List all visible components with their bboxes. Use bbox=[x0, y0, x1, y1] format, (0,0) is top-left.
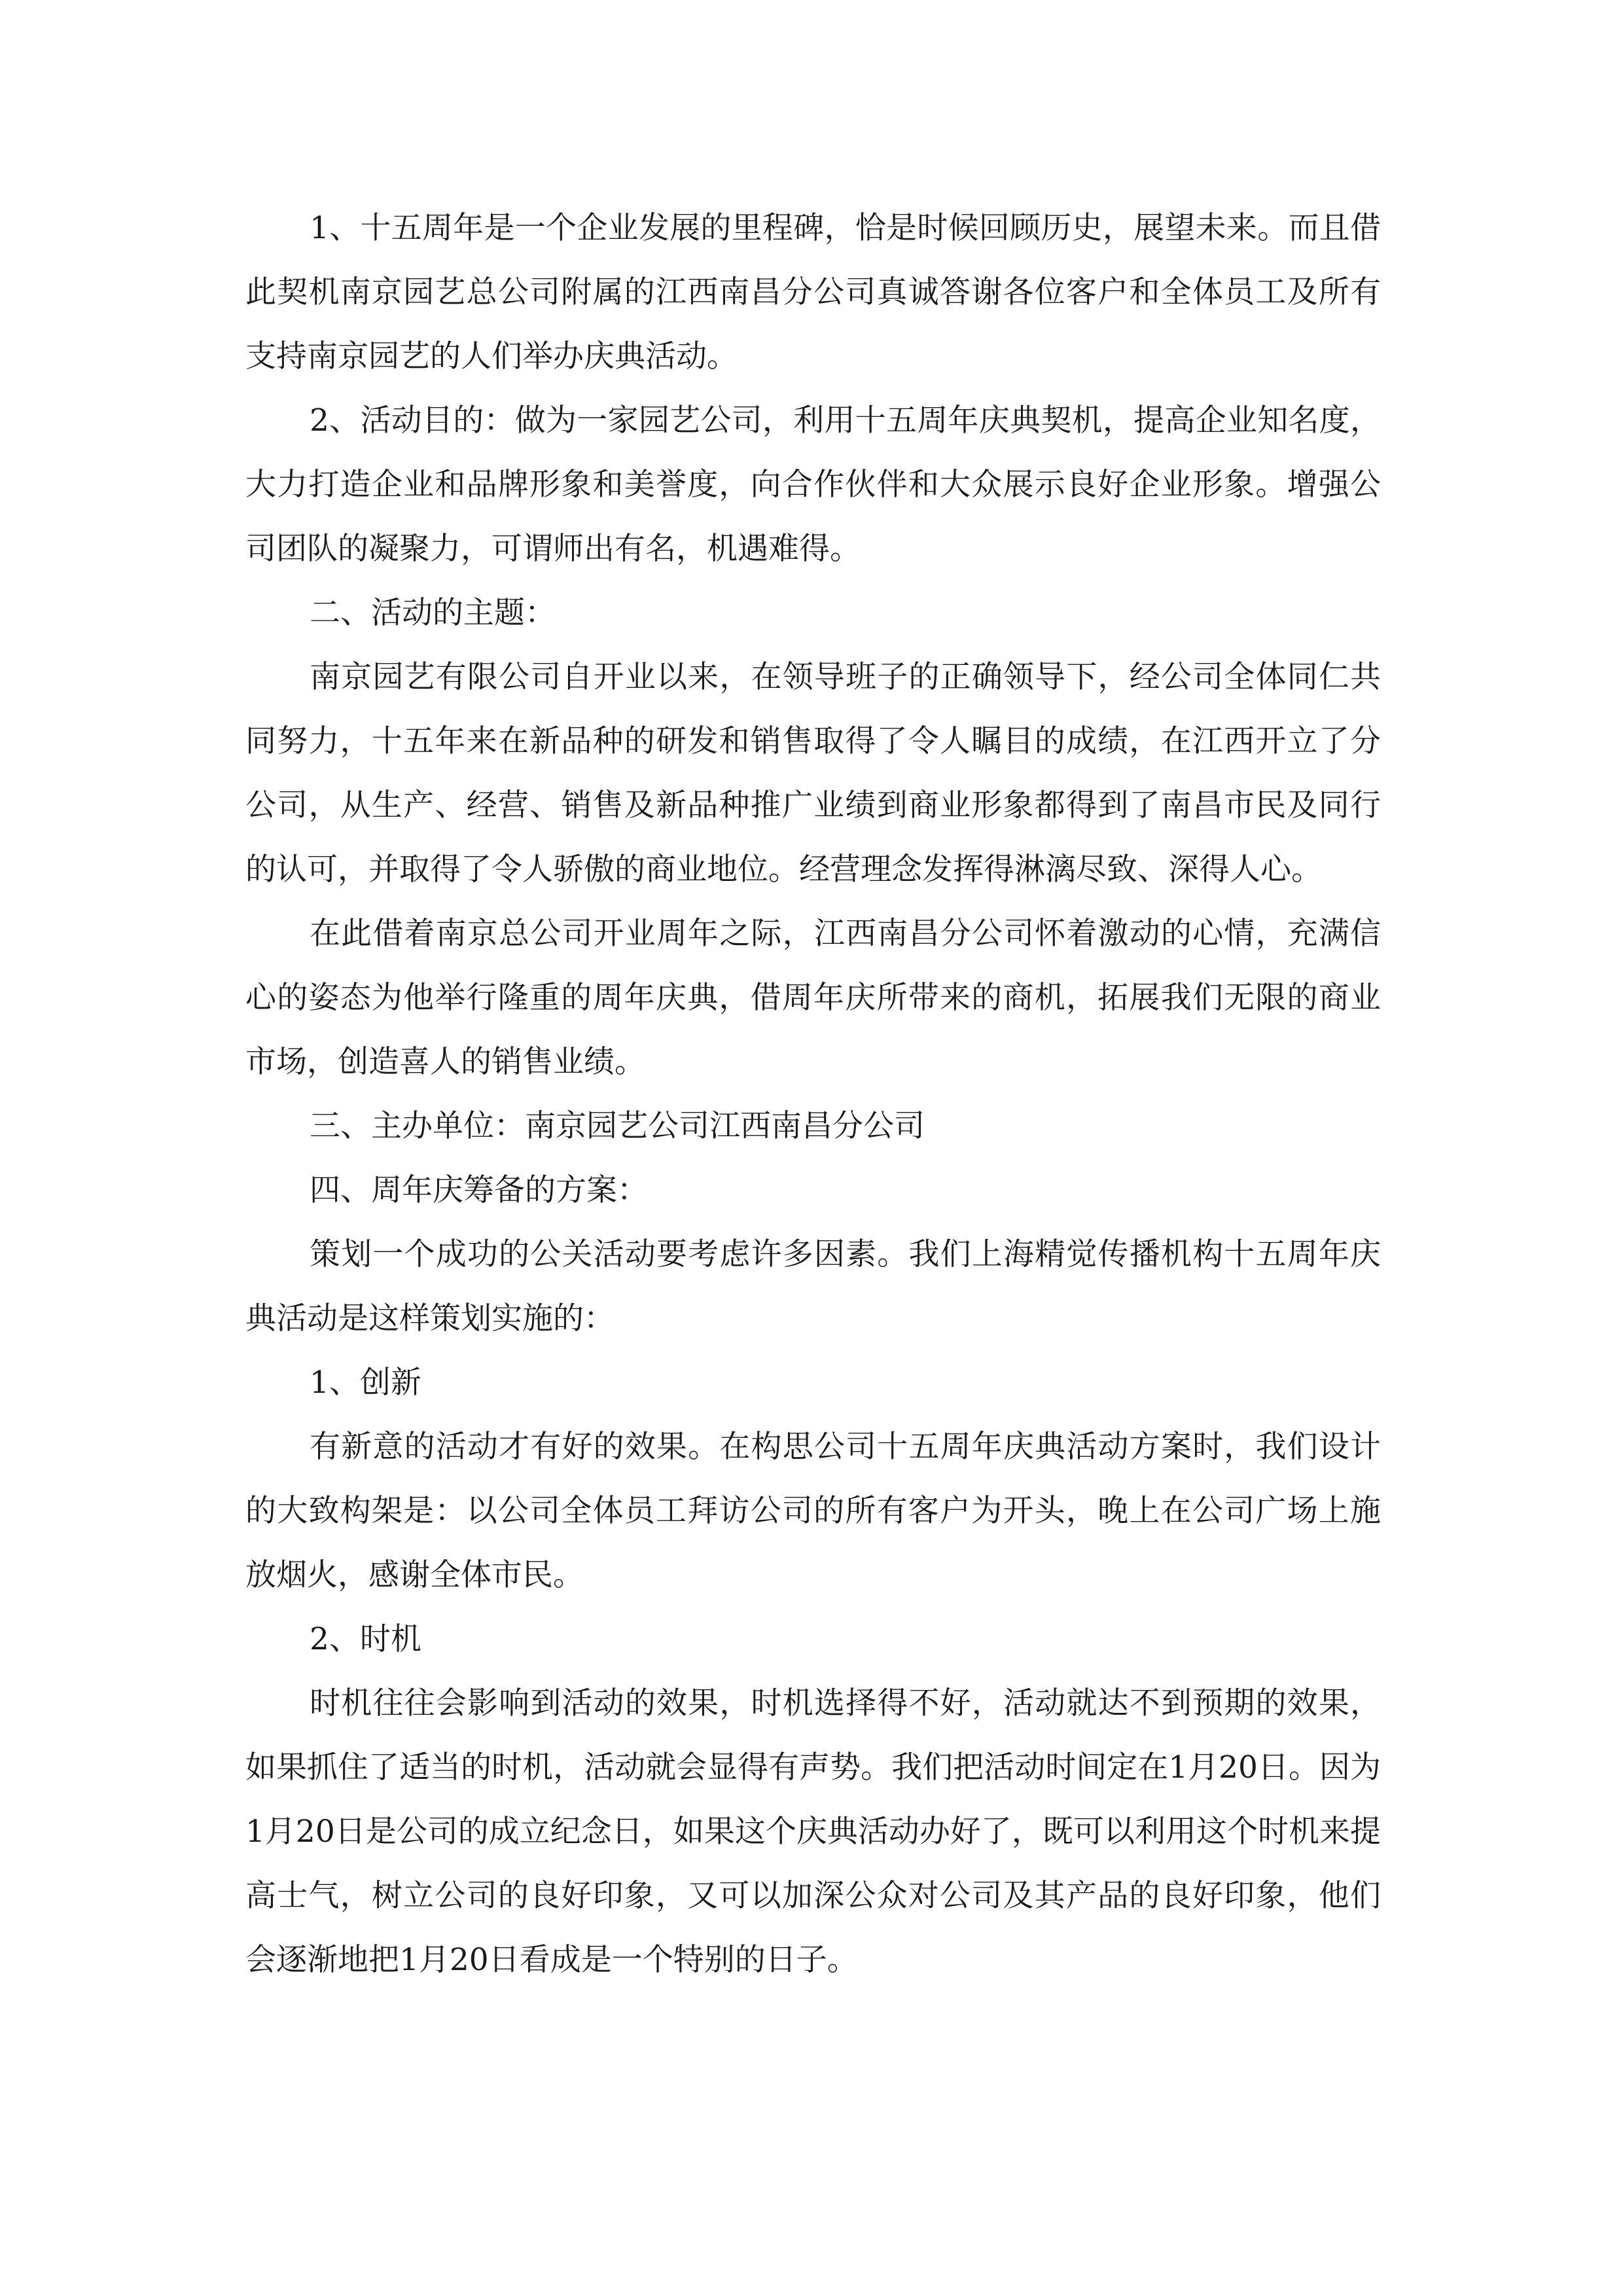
heading-activity-theme: 二、活动的主题： bbox=[310, 595, 556, 631]
paragraph-intro-milestone: 1、十五周年是一个企业发展的里程碑，恰是时候回顾历史，展望未来。而且借此契机南京园艺总公司附属的江西南昌分公司真诚答谢各位客户和全体员工及所有支持南京园艺的人们举办庆典活动。 bbox=[245, 210, 1381, 374]
paragraph-activity-purpose: 2、活动目的：做为一家园艺公司，利用十五周年庆典契机，提高企业知名度，大力打造企业和品牌形象和美誉度，向合作伙伴和大众展示良好企业形象。增强公司团队的凝聚力，可谓师出有名，机遇难得。 bbox=[245, 403, 1381, 567]
heading-timing: 2、时机 bbox=[310, 1621, 421, 1657]
heading-organizer: 三、主办单位：南京园艺公司江西南昌分公司 bbox=[310, 1108, 925, 1144]
heading-innovation: 1、创新 bbox=[310, 1365, 421, 1401]
paragraph-timing: 时机往往会影响到活动的效果，时机选择得不好，活动就达不到预期的效果，如果抓住了适当的时机，活动就会显得有声势。我们把活动时间定在1月20日。因为1月20日是公司的成立纪念日，如果这个庆典活动办好了，既可以利用这个时机来提高士气，树立公司的良好印象，又可以加深公众对公司及其产品的良好印象，他们会逐渐地把1月20日看成是一个特别的日子。 bbox=[245, 1685, 1381, 1978]
document-body bbox=[245, 196, 1381, 1992]
paragraph-innovation: 有新意的活动才有好的效果。在构思公司十五周年庆典活动方案时，我们设计的大致构架是：以公司全体员工拜访公司的所有客户为开头，晚上在公司广场上施放烟火，感谢全体市民。 bbox=[245, 1429, 1381, 1593]
heading-preparation-plan: 四、周年庆筹备的方案： bbox=[310, 1172, 648, 1208]
paragraph-anniversary-occasion: 在此借着南京总公司开业周年之际，江西南昌分公司怀着激动的心情，充满信心的姿态为他举行隆重的周年庆典，借周年庆所带来的商机，拓展我们无限的商业市场，创造喜人的销售业绩。 bbox=[245, 916, 1381, 1080]
paragraph-planning-factors: 策划一个成功的公关活动要考虑许多因素。我们上海精觉传播机构十五周年庆典活动是这样策划实施的： bbox=[245, 1236, 1381, 1336]
paragraph-company-history: 南京园艺有限公司自开业以来，在领导班子的正确领导下，经公司全体同仁共同努力，十五年来在新品种的研发和销售取得了令人瞩目的成绩，在江西开立了分公司，从生产、经营、销售及新品种推广业绩到商业形象都得到了南昌市民及同行的认可，并取得了令人骄傲的商业地位。经营理念发挥得淋漓尽致、深得人心。 bbox=[245, 659, 1381, 888]
